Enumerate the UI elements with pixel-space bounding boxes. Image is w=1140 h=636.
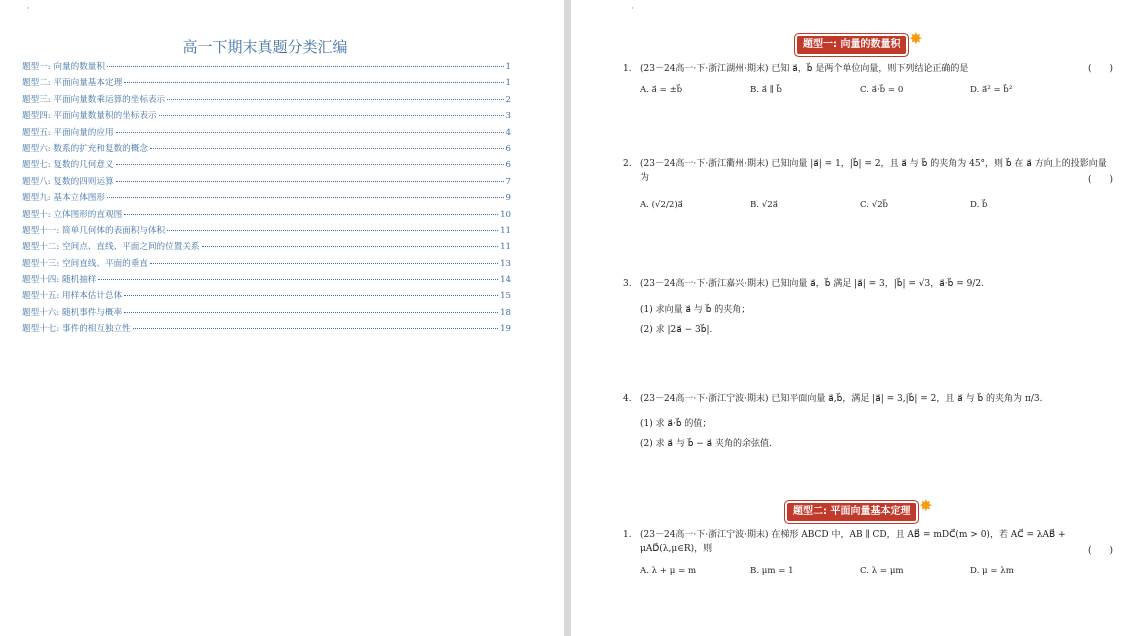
sub-question-1: (1) 求 a⃗·b⃗ 的值； (640, 419, 712, 429)
toc-entry[interactable] (22, 93, 511, 109)
toc-entry-label: 题型四: 平面向量数量积的坐标表示 (22, 111, 157, 122)
toc-entry-page: 7 (505, 176, 511, 187)
toc-entry-page: 6 (505, 143, 511, 154)
section-banner-2 (787, 496, 933, 521)
question-number: 4. (623, 394, 632, 404)
toc-entry[interactable] (22, 257, 511, 273)
options-q2 (640, 200, 1080, 210)
toc-entry-label: 题型十二: 空间点、直线、平面之间的位置关系 (22, 242, 200, 253)
toc-entry-page: 11 (500, 242, 511, 253)
toc-leader (202, 246, 499, 247)
toc-leader (150, 148, 504, 149)
toc-entry-page: 3 (505, 111, 511, 122)
toc-entry[interactable] (22, 126, 511, 142)
question-3 (623, 277, 1113, 291)
toc-entry[interactable] (22, 76, 511, 92)
toc-entry[interactable] (22, 60, 511, 76)
section-banner-1 (797, 29, 923, 54)
toc-entry-page: 14 (500, 275, 511, 286)
page-mark: · (27, 4, 30, 13)
toc-entry[interactable] (22, 289, 511, 305)
question-stem: (23－24高一·下·浙江宁波·期末) 在梯形 ABCD 中，AB ∥ CD，且 AB⃗ = mDC⃗(m > 0)，若 AC⃗ = λAB⃗ + μAD⃗(λ,μ∈R)，则 (640, 530, 1066, 554)
toc-entry-label: 题型十七: 事件的相互独立性 (22, 324, 131, 335)
options-q5 (640, 566, 1080, 576)
option-d: D. b⃗ (970, 200, 988, 210)
toc-leader (124, 295, 498, 296)
answer-bracket: ( ) (1087, 546, 1113, 556)
toc-entry-label: 题型十: 立体图形的直观图 (22, 209, 123, 220)
option-a: A. λ + μ = m (640, 566, 697, 576)
option-a: A. a⃗ = ±b⃗ (640, 85, 683, 95)
toc-entry-page: 10 (500, 209, 511, 220)
toc-entry[interactable] (22, 306, 511, 322)
option-b: B. μm = 1 (750, 566, 794, 576)
toc-entry-label: 题型七: 复数的几何意义 (22, 160, 114, 171)
page-toc (0, 0, 564, 636)
toc-leader (107, 66, 504, 67)
toc-leader (116, 132, 504, 133)
toc-leader (124, 312, 498, 313)
toc-entry[interactable] (22, 142, 511, 158)
toc-entry-label: 题型十四: 随机抽样 (22, 275, 97, 286)
question-1 (623, 62, 1113, 76)
toc-leader (107, 197, 504, 198)
toc-entry-label: 题型六: 数系的扩充和复数的概念 (22, 143, 148, 154)
question-4 (623, 392, 1113, 406)
option-d: D. μ = λm (970, 566, 1014, 576)
toc-entry[interactable] (22, 175, 511, 191)
toc-leader (124, 214, 498, 215)
toc-entry-page: 1 (505, 62, 511, 72)
option-b: B. √2a⃗ (750, 200, 778, 210)
toc-entry[interactable] (22, 240, 511, 256)
question-5 (623, 528, 1113, 556)
toc-entry[interactable] (22, 208, 511, 224)
toc-leader (116, 181, 504, 182)
star-icon: ✸ (919, 496, 933, 515)
section-title: 题型一: 向量的数量积 (803, 39, 901, 50)
toc-entry-page: 19 (500, 324, 511, 335)
toc-entry-page: 4 (505, 127, 511, 138)
toc-entry-label: 题型十三: 空间直线、平面的垂直 (22, 258, 148, 269)
question-stem: (23－24高一·下·浙江嘉兴·期末) 已知向量 a⃗，b⃗ 满足 |a⃗| = 3，|b⃗| = √3，a⃗·b⃗ = 9/2. (640, 279, 984, 289)
toc-entry[interactable] (22, 109, 511, 125)
answer-bracket: ( ) (1087, 64, 1113, 74)
toc-entry-label: 题型三: 平面向量数乘运算的坐标表示 (22, 94, 166, 105)
option-c: C. √2b⃗ (860, 200, 889, 210)
star-icon: ✸ (909, 29, 923, 48)
toc-leader (167, 99, 503, 100)
toc-entry-label: 题型十六: 随机事件与概率 (22, 307, 123, 318)
toc-entry-page: 15 (500, 291, 511, 302)
page-mark: · (631, 4, 634, 13)
toc-entry-label: 题型九: 基本立体图形 (22, 193, 105, 204)
toc-leader (167, 230, 498, 231)
option-c: C. a⃗·b⃗ = 0 (860, 85, 904, 95)
toc-entry[interactable] (22, 224, 511, 240)
answer-bracket: ( ) (1087, 175, 1113, 185)
toc-entry-page: 1 (505, 78, 511, 89)
toc-entry-label: 题型一: 向量的数量积 (22, 62, 105, 72)
question-number: 3. (623, 279, 632, 289)
toc-entry[interactable] (22, 273, 511, 289)
question-number: 1. (623, 530, 632, 540)
toc-entry-page: 6 (505, 160, 511, 171)
option-b: B. a⃗ ∥ b⃗ (750, 85, 782, 95)
toc-leader (133, 328, 498, 329)
option-c: C. λ = μm (860, 566, 904, 576)
toc-leader (116, 164, 504, 165)
document-title: 高一下期末真题分类汇编 (182, 38, 348, 56)
toc-leader (150, 263, 498, 264)
table-of-contents (22, 60, 511, 339)
question-stem: (23－24高一·下·浙江衢州·期末) 已知向量 |a⃗| = 1，|b⃗| = 2，且 a⃗ 与 b⃗ 的夹角为 45°，则 b⃗ 在 a⃗ 方向上的投影向量为 (640, 159, 1107, 183)
toc-leader (98, 279, 498, 280)
toc-entry[interactable] (22, 191, 511, 207)
toc-leader (124, 82, 503, 83)
toc-entry-label: 题型二: 平面向量基本定理 (22, 78, 123, 89)
toc-entry-label: 题型十五: 用样本估计总体 (22, 291, 123, 302)
toc-leader (159, 115, 504, 116)
toc-entry-page: 18 (500, 307, 511, 318)
toc-entry-label: 题型五: 平面向量的应用 (22, 127, 114, 138)
question-stem: (23－24高一·下·浙江湖州·期末) 已知 a⃗，b⃗ 是两个单位向量，则下列结论正确的是 (640, 64, 969, 74)
question-number: 1. (623, 64, 632, 74)
toc-entry-page: 13 (500, 258, 511, 269)
options-q1 (640, 85, 1080, 95)
toc-entry-page: 2 (505, 94, 511, 105)
toc-entry[interactable] (22, 158, 511, 174)
option-d: D. a⃗² = b⃗² (970, 85, 1013, 95)
toc-entry-page: 11 (500, 225, 511, 236)
sub-question-2: (2) 求 a⃗ 与 b⃗ − a⃗ 夹角的余弦值. (640, 439, 772, 449)
option-a: A. (√2/2)a⃗ (640, 200, 683, 210)
section-title: 题型二: 平面向量基本定理 (793, 506, 911, 517)
page-questions (571, 0, 1140, 636)
toc-entry-label: 题型八: 复数的四则运算 (22, 176, 114, 187)
question-2 (623, 157, 1113, 185)
question-number: 2. (623, 159, 632, 169)
toc-entry-label: 题型十一: 简单几何体的表面积与体积 (22, 225, 166, 236)
question-stem: (23－24高一·下·浙江宁波·期末) 已知平面向量 a⃗,b⃗，满足 |a⃗| = 3,|b⃗| = 2，且 a⃗ 与 b⃗ 的夹角为 π/3. (640, 394, 1043, 404)
toc-entry-page: 9 (505, 193, 511, 204)
sub-question-1: (1) 求向量 a⃗ 与 b⃗ 的夹角； (640, 305, 751, 315)
toc-entry[interactable] (22, 322, 511, 338)
sub-question-2: (2) 求 |2a⃗ − 3b⃗|. (640, 325, 713, 335)
